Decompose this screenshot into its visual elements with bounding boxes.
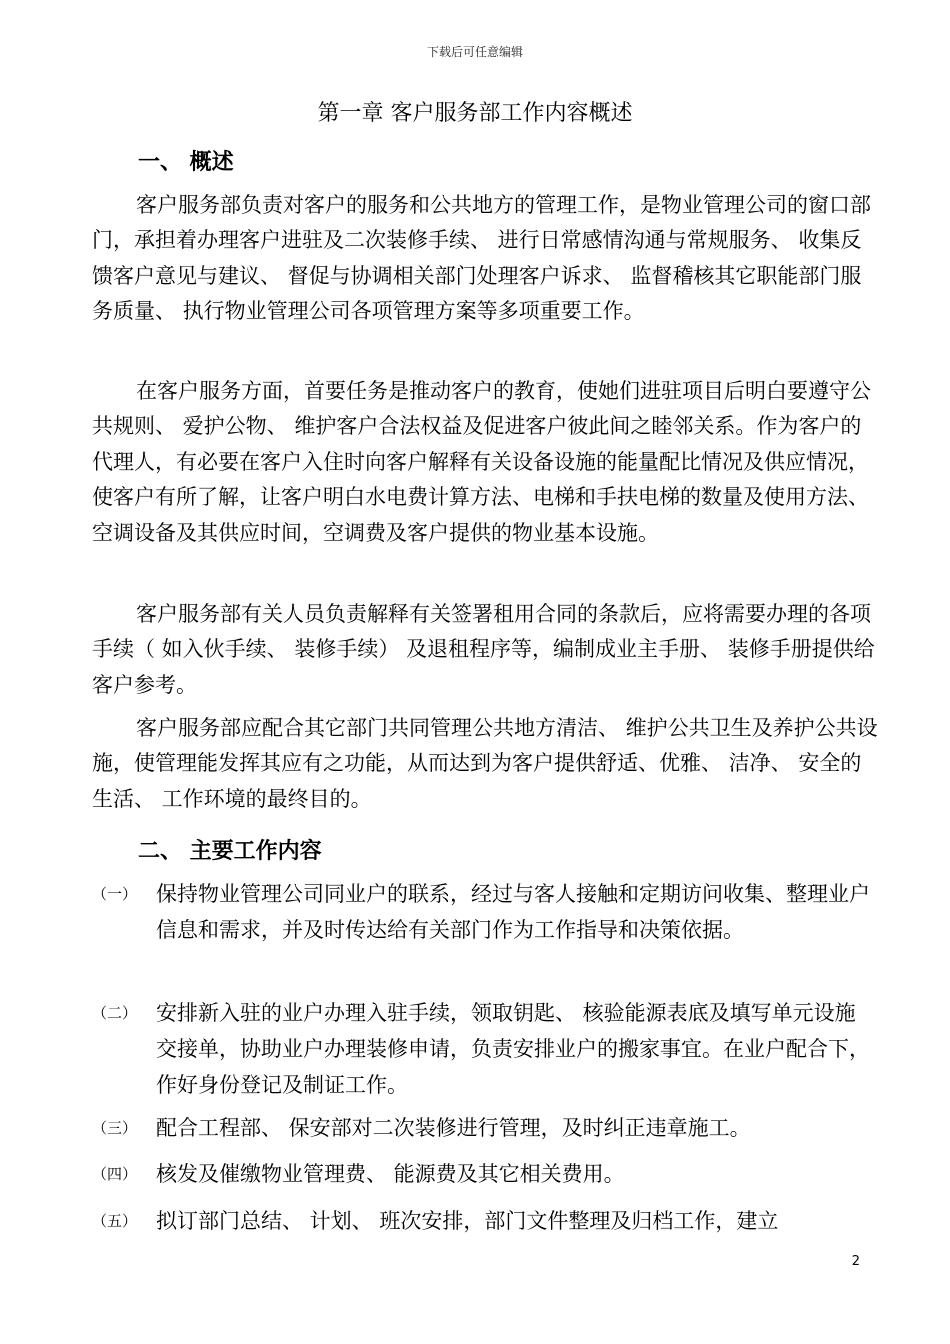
work-item-number: （五）	[92, 1212, 138, 1230]
overview-paragraph-4: 客户服务部应配合其它部门共同管理公共地方清洁、 维护公共卫生及养护公共设施，使管理能发挥其应有之功能，从而达到为客户提供舒适、优雅、 洁净、 安全的生活、 工作环境的最终目的。	[92, 716, 878, 811]
work-item-text: 配合工程部、 保安部对二次装修进行管理，及时纠正违章施工。	[156, 1116, 751, 1140]
page-number: 2	[851, 1254, 860, 1269]
work-item-number: （二）	[92, 1004, 138, 1022]
work-item-number: （四）	[92, 1165, 138, 1183]
overview-paragraph-3: 客户服务部有关人员负责解释有关签署租用合同的条款后，应将需要办理的各项手续（ 如入伙手续、 装修手续） 及退租程序等，编制成业主手册、 装修手册提供给客户参考。	[92, 602, 875, 697]
work-item-text: 拟订部门总结、 计划、 班次安排，部门文件整理及归档工作，建立	[156, 1209, 779, 1233]
work-item-text: 核发及催缴物业管理费、 能源费及其它相关费用。	[156, 1162, 625, 1186]
page-header: 下载后可任意编辑	[426, 45, 523, 59]
chapter-title: 第一章 客户服务部工作内容概述	[317, 101, 633, 126]
overview-paragraph-2: 在客户服务方面，首要任务是推动客户的教育，使她们进驻项目后明白要遵守公共规则、 爱护公物、 维护客户合法权益及促进客户彼此间之睦邻关系。作为客户的代理人，有必要在客户入住时向客户解释有关设备设施的能量配比情况及供应情况，使客户有所了解，让客户明白水电费计算方法、电梯和手扶电梯的数量及使用方法、 空调设备及其供应时间，空调费及客户提供的物业基本设施。	[92, 379, 871, 545]
work-item-number: （一）	[92, 885, 138, 903]
section-heading-overview: 一、 概述	[138, 150, 234, 175]
work-item-number: （三）	[92, 1119, 138, 1137]
work-item-text: 安排新入驻的业户办理入驻手续，领取钥匙、 核验能源表底及填写单元设施交接单，协助业户办理装修申请，负责安排业户的搬家事宜。在业户配合下，作好身份登记及制证工作。	[156, 1001, 870, 1097]
work-item-text: 保持物业管理公司同业户的联系，经过与客人接触和定期访问收集、整理业户信息和需求，并及时传达给有关部门作为工作指导和决策依据。	[156, 882, 870, 942]
overview-paragraph-1: 客户服务部负责对客户的服务和公共地方的管理工作，是物业管理公司的窗口部门，承担着办理客户进驻及二次装修手续、 进行日常感情沟通与常规服务、 收集反馈客户意见与建议、 督促与协调相关部门处理客户诉求、 监督稽核其它职能部门服务质量、 执行物业管理公司各项管理方案等多项重要工作。	[92, 193, 871, 324]
section-heading-main-work: 二、 主要工作内容	[138, 839, 322, 864]
